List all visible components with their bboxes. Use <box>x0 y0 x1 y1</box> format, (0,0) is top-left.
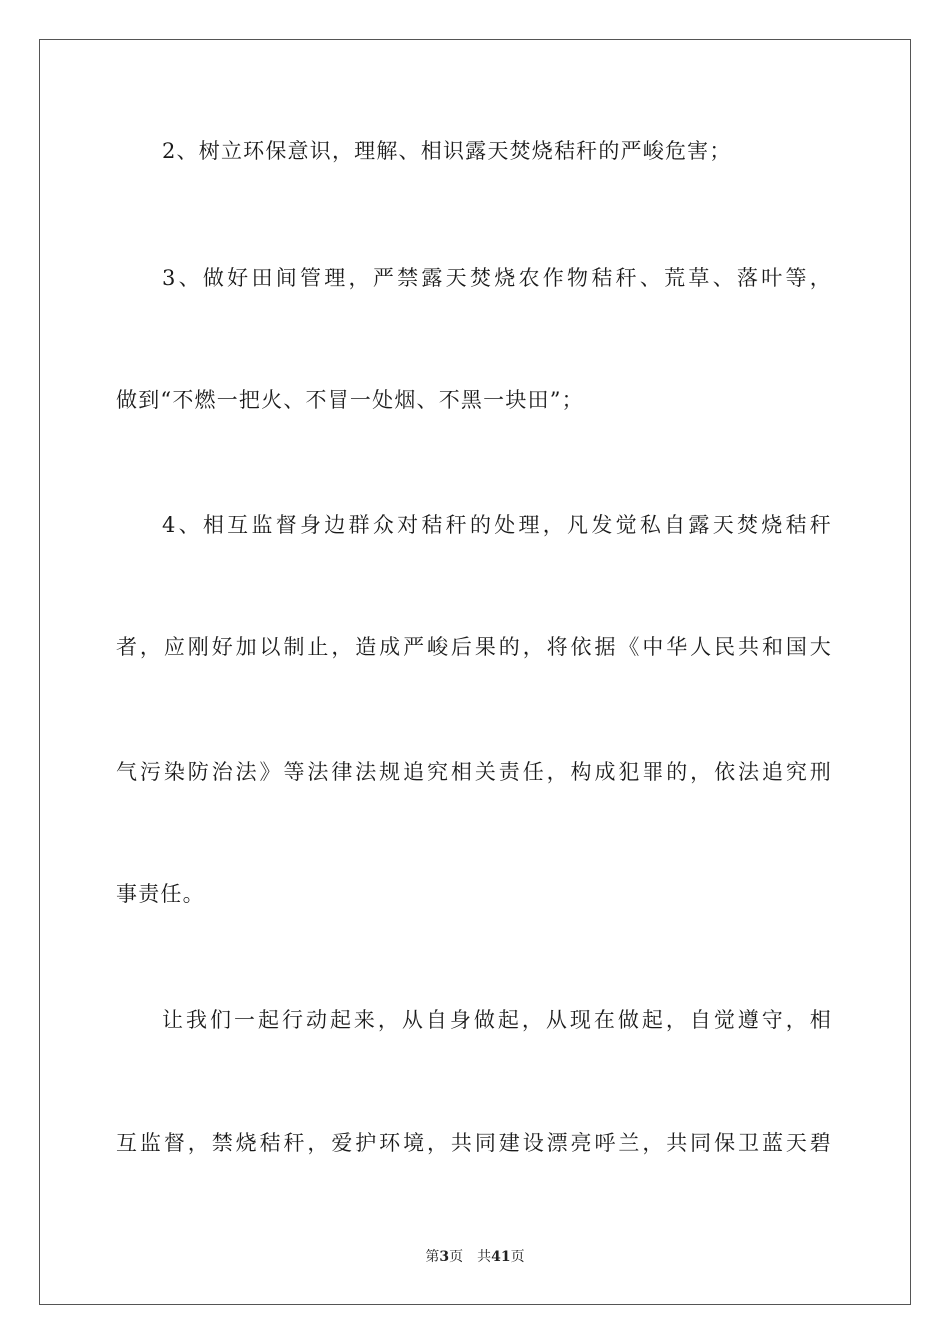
footer-total-suffix: 页 <box>510 1249 525 1265</box>
total-pages-number: 41 <box>491 1249 511 1265</box>
paragraph-line-9: 互监督，禁烧秸秆，爱护环境，共同建设漂亮呼兰，共同保卫蓝天碧 <box>116 1131 832 1155</box>
paragraph-line-4: 4、相互监督身边群众对秸秆的处理，凡发觉私自露天焚烧秸秆 <box>162 513 832 537</box>
paragraph-line-1: 2、树立环保意识，理解、相识露天焚烧秸秆的严峻危害； <box>162 139 732 163</box>
paragraph-line-3: 做到“不燃一把火、不冒一处烟、不黑一块田”； <box>116 388 584 412</box>
footer-prefix: 第 <box>425 1249 440 1265</box>
paragraph-line-2: 3、做好田间管理，严禁露天焚烧农作物秸秆、荒草、落叶等， <box>162 266 832 290</box>
current-page-number: 3 <box>439 1249 450 1265</box>
footer-page-suffix: 页 <box>449 1249 464 1265</box>
paragraph-line-6: 气污染防治法》等法律法规追究相关责任，构成犯罪的，依法追究刑 <box>116 760 832 784</box>
page-border <box>39 39 911 1305</box>
paragraph-line-5: 者，应刚好加以制止，造成严峻后果的，将依据《中华人民共和国大 <box>116 635 832 659</box>
paragraph-line-8: 让我们一起行动起来，从自身做起，从现在做起，自觉遵守，相 <box>162 1008 832 1032</box>
footer-total-prefix: 共 <box>477 1249 492 1265</box>
page-number-footer <box>0 1247 950 1267</box>
paragraph-line-7: 事责任。 <box>116 882 205 906</box>
